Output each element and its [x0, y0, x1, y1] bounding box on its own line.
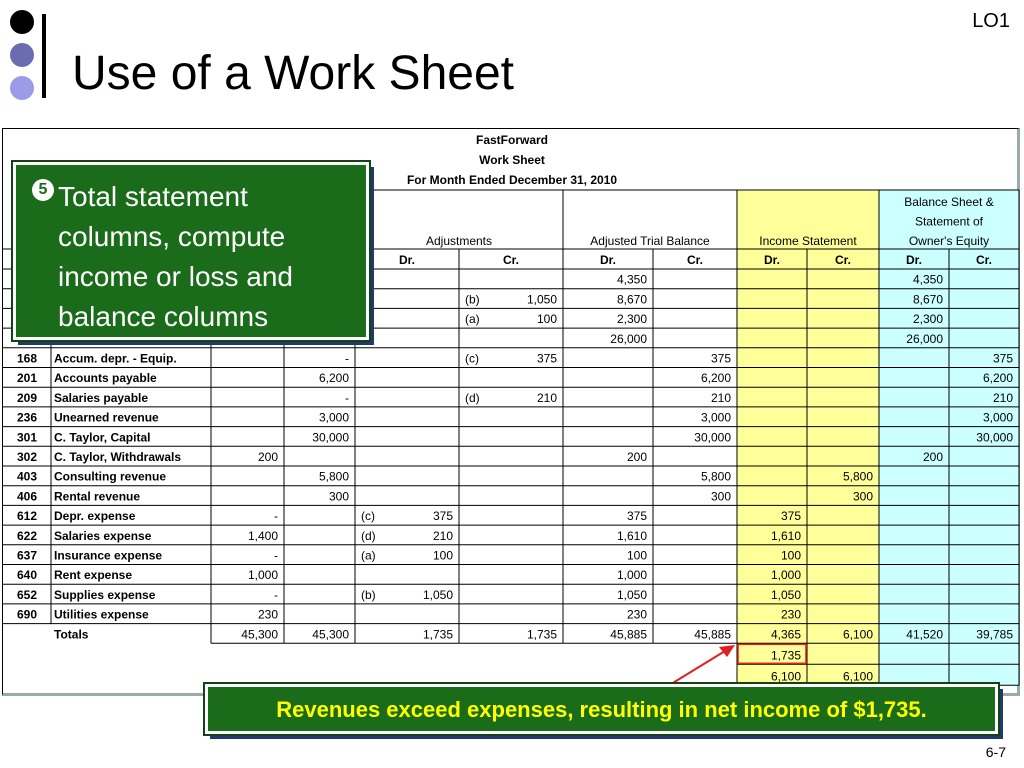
dr-subheader-10: Dr. [905, 253, 923, 267]
cell-atb_dr: 8,670 [616, 292, 647, 307]
cell-adj_dr: 1,050 [422, 587, 453, 602]
account-name: Rent expense [54, 568, 133, 583]
cell-bs_dr: 26,000 [906, 331, 943, 346]
account-number: 406 [16, 489, 38, 504]
cell-tb_dr: 230 [257, 607, 278, 622]
cell-tb_cr: 3,000 [318, 410, 349, 425]
cell-is_dr: 100 [780, 548, 801, 563]
cell-is_cr: 5,800 [842, 469, 873, 484]
step-callout-text: Total statement columns, compute income or loss and balance columns [58, 181, 294, 332]
cell-atb_dr: 100 [626, 548, 647, 563]
account-name: Utilities expense [54, 607, 149, 622]
cell-atb_cr: 300 [710, 489, 731, 504]
adjustments-header: Adjustments [425, 234, 493, 248]
account-number: 403 [16, 469, 38, 484]
account-number: 168 [16, 351, 38, 366]
balance-sheet-header-line-0: Balance Sheet & [904, 195, 994, 209]
account-number: 236 [16, 410, 38, 425]
cell-adj_cr: 100 [536, 312, 557, 327]
cell-bs_dr: 4,350 [912, 272, 943, 287]
cell-atb_dr: 200 [626, 450, 647, 464]
cell-tb_cr: 30,000 [312, 430, 349, 445]
cell-bs_dr: 8,670 [912, 292, 943, 307]
cell-adj_cr: 210 [536, 390, 557, 405]
account-number: 637 [16, 548, 38, 563]
cell-tb_dr: 200 [257, 450, 278, 464]
cell-is_dr: 1,000 [770, 568, 801, 583]
account-number: 640 [16, 568, 38, 583]
cell-tb_dr: 1,000 [247, 568, 278, 583]
cell-atb_cr: 375 [710, 351, 731, 366]
cr-subheader-5: Cr. [502, 253, 520, 267]
adj-cr-key: (d) [465, 390, 480, 405]
net-income-banner: Revenues exceed expenses, resulting in net income of $1,735. [205, 684, 998, 734]
account-name: C. Taylor, Capital [54, 430, 151, 445]
cell-adj_dr: 1,735 [422, 627, 453, 642]
cell-tb_cr: 300 [328, 489, 349, 504]
cell-atb_dr: 4,350 [616, 272, 647, 287]
cell-is_dr: 1,050 [770, 587, 801, 602]
account-name: Supplies expense [54, 587, 156, 602]
pointer-arrow-head [719, 645, 735, 657]
cell-atb_dr: 375 [626, 509, 647, 524]
cell-adj_cr: 1,735 [526, 627, 557, 642]
cell-adj_dr: 100 [432, 548, 453, 563]
cell-adj_dr: 210 [432, 528, 453, 543]
balance-sheet-header-line-2: Owner's Equity [908, 234, 990, 248]
dr-subheader-4: Dr. [398, 253, 416, 267]
page-number: 6-7 [985, 744, 1006, 760]
account-name: Depr. expense [54, 509, 136, 524]
dot-black [10, 10, 34, 34]
cell-atb_cr: 6,200 [700, 371, 731, 386]
cell-tb_dr: 1,400 [247, 528, 278, 543]
account-name: Accum. depr. - Equip. [54, 351, 177, 366]
step-number-badge: 5 [32, 179, 54, 201]
cell-bs_dr: 2,300 [912, 312, 943, 327]
adj-cr-key: (b) [465, 292, 480, 307]
dr-subheader-8: Dr. [763, 253, 781, 267]
cell-atb_dr: 2,300 [616, 312, 647, 327]
step-callout [13, 162, 369, 340]
sheet-name: Work Sheet [479, 153, 545, 167]
cell-atb_dr: 26,000 [610, 331, 647, 346]
income-statement-header: Income Statement [759, 234, 857, 248]
account-name: Unearned revenue [54, 410, 159, 425]
income-statement-fill [737, 190, 879, 685]
cell-bs_dr: 41,520 [906, 627, 943, 642]
adjusted-trial-balance-header: Adjusted Trial Balance [590, 234, 710, 248]
account-name: Rental revenue [54, 489, 141, 504]
company-name: FastForward [475, 133, 548, 147]
cell-atb_dr: 1,050 [616, 587, 647, 602]
account-name: Salaries expense [54, 528, 152, 543]
cell-adj_cr: 375 [536, 351, 557, 366]
account-name: Insurance expense [54, 548, 163, 563]
cell-atb_dr: 45,885 [610, 627, 647, 642]
account-name: C. Taylor, Withdrawals [54, 450, 182, 464]
account-number: 209 [16, 390, 38, 405]
cr-subheader-9: Cr. [834, 253, 852, 267]
final-is-dr-total: 6,100 [770, 669, 801, 684]
cell-is_dr: 4,365 [770, 627, 801, 642]
cell-tb_cr: 45,300 [312, 627, 349, 642]
title-divider [42, 14, 46, 98]
account-number: 652 [16, 587, 38, 602]
cell-bs_cr: 30,000 [976, 430, 1013, 445]
final-is-cr-total: 6,100 [842, 669, 873, 684]
bullet-dots [10, 10, 36, 109]
cell-is_cr: 6,100 [842, 627, 873, 642]
adj-dr-key: (b) [361, 587, 376, 602]
cell-bs_cr: 210 [992, 390, 1013, 405]
account-number: 201 [16, 371, 38, 386]
account-name: Salaries payable [54, 390, 149, 405]
adj-cr-key: (a) [465, 312, 480, 327]
sheet-period: For Month Ended December 31, 2010 [406, 173, 618, 187]
slide-title: Use of a Work Sheet [72, 47, 514, 100]
account-name: Consulting revenue [54, 469, 167, 484]
cell-bs_cr: 375 [992, 351, 1013, 366]
learning-objective-tag: LO1 [972, 10, 1010, 32]
cell-bs_dr: 200 [922, 450, 943, 464]
adj-cr-key: (c) [465, 351, 479, 366]
balance-sheet-header-line-1: Statement of [914, 214, 984, 229]
cell-tb_dr: - [274, 509, 278, 524]
cell-atb_cr: 45,885 [694, 627, 731, 642]
cell-adj_cr: 1,050 [526, 292, 557, 307]
dr-subheader-6: Dr. [599, 253, 617, 267]
adj-dr-key: (c) [361, 509, 375, 524]
cell-is_cr: 300 [852, 489, 873, 504]
account-number: 301 [16, 430, 38, 445]
cell-tb_cr: - [345, 351, 349, 366]
account-name: Accounts payable [54, 371, 157, 386]
adj-dr-key: (d) [361, 528, 376, 543]
account-number: 622 [16, 528, 38, 543]
account-number: 690 [16, 607, 38, 622]
dot-lavender [10, 76, 34, 100]
cell-tb_cr: 6,200 [318, 371, 349, 386]
cell-tb_dr: - [274, 587, 278, 602]
cell-bs_cr: 3,000 [982, 410, 1013, 425]
cell-atb_cr: 5,800 [700, 469, 731, 484]
cell-atb_cr: 30,000 [694, 430, 731, 445]
cell-atb_cr: 3,000 [700, 410, 731, 425]
cell-atb_cr: 210 [710, 390, 731, 405]
cell-atb_dr: 230 [626, 607, 647, 622]
account-number: 302 [16, 450, 38, 464]
cell-bs_cr: 6,200 [982, 371, 1013, 386]
cell-is_dr: 230 [780, 607, 801, 622]
cr-subheader-7: Cr. [686, 253, 704, 267]
cell-tb_cr: - [345, 390, 349, 405]
cell-adj_dr: 375 [432, 509, 453, 524]
dot-purple [10, 43, 34, 67]
adj-dr-key: (a) [361, 548, 376, 563]
cell-is_dr: 1,610 [770, 528, 801, 543]
cr-subheader-11: Cr. [975, 253, 993, 267]
cell-bs_cr: 39,785 [976, 627, 1013, 642]
cell-tb_dr: - [274, 548, 278, 563]
cell-tb_dr: 45,300 [241, 627, 278, 642]
totals-label: Totals [54, 627, 89, 642]
cell-tb_cr: 5,800 [318, 469, 349, 484]
cell-is_dr: 375 [780, 509, 801, 524]
account-number: 612 [16, 509, 38, 524]
net-income-value: 1,735 [770, 648, 801, 663]
cell-atb_dr: 1,610 [616, 528, 647, 543]
cell-atb_dr: 1,000 [616, 568, 647, 583]
